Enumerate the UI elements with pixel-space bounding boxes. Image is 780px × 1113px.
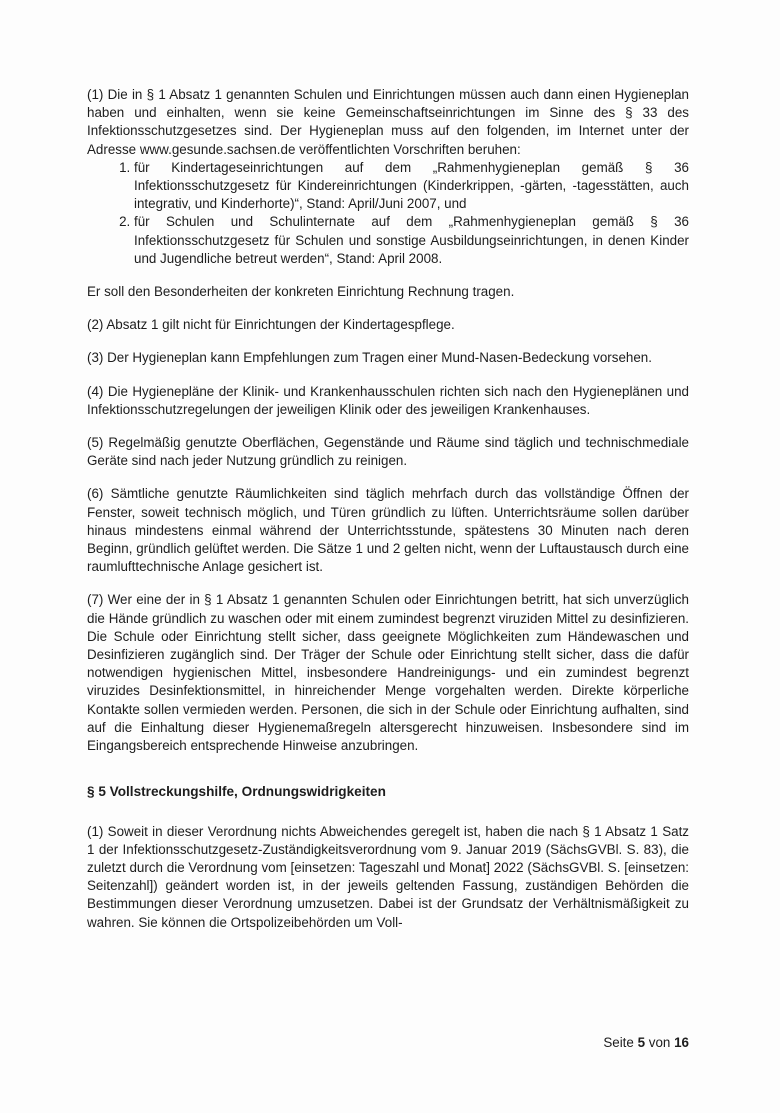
total-page-count: 16 <box>674 1035 689 1050</box>
list-item: 2. für Schulen und Schulinternate auf dem „Rahmenhygieneplan gemäß § 36 Infektionsschutzgesetz für Schulen und sonstige Ausbildungseinrichtungen, in denen Kinder und Jugendliche betreut werden“, Stand: April 2008. <box>134 213 689 268</box>
page-label: Seite <box>603 1035 634 1050</box>
document-body <box>87 86 689 947</box>
section4-paragraph-2: (2) Absatz 1 gilt nicht für Einrichtungen der Kindertagespflege. <box>87 317 455 333</box>
section4-paragraph-1-closing: Er soll den Besonderheiten der konkreten Einrichtung Rechnung tragen. <box>87 284 515 300</box>
section5-heading: § 5 Vollstreckungshilfe, Ordnungswidrigkeiten <box>87 784 386 800</box>
page-separator: von <box>648 1035 671 1050</box>
current-page-number: 5 <box>637 1035 646 1050</box>
section4-paragraph-1: (1) Die in § 1 Absatz 1 genannten Schulen und Einrichtungen müssen auch dann einen Hygieneplan haben und einhalten, wenn sie keine Gemeinschaftseinrichtungen im Sinne des § 33 des Infektionsschutzgesetzes sind. Der Hygieneplan muss auf den folgenden, im Internet unter der Adresse www.gesunde.sachsen.de veröffentlichten Vorschriften beruhen: <box>87 87 689 157</box>
section4-paragraph-3: (3) Der Hygieneplan kann Empfehlungen zum Tragen einer Mund-Nasen-Bedeckung vorsehen. <box>87 350 652 366</box>
section4-paragraph-5: (5) Regelmäßig genutzte Oberflächen, Gegenstände und Räume sind täglich und technischmediale Geräte sind nach jeder Nutzung gründlich zu reinigen. <box>87 435 689 469</box>
section4-paragraph-7: (7) Wer eine der in § 1 Absatz 1 genannten Schulen oder Einrichtungen betritt, hat sich unverzüglich die Hände gründlich zu waschen oder mit einem zumindest begrenzt viruziden Mittel zu desinfizieren. Die Schule oder Einrichtung stellt sicher, dass geeignete Möglichkeiten zum Händewaschen und Desinfizieren zugänglich sind. Der Träger der Schule oder Einrichtung stellt sicher, dass die dafür notwendigen hygienischen Mittel, insbesondere Handreinigungs- und ein zumindest begrenzt viruzides Desinfektionsmittel, in hinreichender Menge vorgehalten werden. Direkte körperliche Kontakte sollen vermieden werden. Personen, die sich in der Schule oder Einrichtung aufhalten, sind auf die Einhaltung dieser Hygienemaßregeln altersgerecht hinzuweisen. Insbesondere sind im Eingangsbereich entsprechende Hinweise anzubringen. <box>87 592 689 754</box>
section4-paragraph-6: (6) Sämtliche genutzte Räumlichkeiten sind täglich mehrfach durch das vollständige Öffnen der Fenster, soweit technisch möglich, und Türen gründlich zu lüften. Unterrichtsräume sollen darüber hinaus mindestens einmal während der Unterrichtsstunde, spätestens 30 Minuten nach deren Beginn, gründlich gelüftet werden. Die Sätze 1 und 2 gelten nicht, wenn der Luftaustausch durch eine raumlufttechnische Anlage gesichert ist. <box>87 486 689 575</box>
page-footer <box>500 1035 689 1050</box>
section4-paragraph-4: (4) Die Hygienepläne der Klinik- und Krankenhausschulen richten sich nach den Hygieneplänen und Infektionsschutzregelungen der jeweiligen Klinik oder des jeweiligen Krankenhauses. <box>87 383 689 417</box>
section5-paragraph-1: (1) Soweit in dieser Verordnung nichts Abweichendes geregelt ist, haben die nach § 1 Absatz 1 Satz 1 der Infektionsschutzgesetz-Zuständigkeitsverordnung vom 9. Januar 2019 (SächsGVBl. S. 83), die zuletzt durch die Verordnung vom [einsetzen: Tageszahl und Monat] 2022 (SächsGVBl. S. [einsetzen: Seitenzahl]) geändert worden ist, in der jeweils geltenden Fassung, zuständigen Behörden die Bestimmungen dieser Verordnung umzusetzen. Dabei ist der Grundsatz der Verhältnismäßigkeit zu wahren. Sie können die Ortspolizeibehörden um Voll- <box>87 823 689 930</box>
section4-paragraph-1-list <box>87 159 689 268</box>
list-item: 1. für Kindertageseinrichtungen auf dem „Rahmenhygieneplan gemäß § 36 Infektionsschutzgesetz für Kindereinrichtungen (Kinderkrippen, -gärten, -tagesstätten, auch integrativ, und Kinderhorte)“, Stand: April/Juni 2007, und <box>134 159 689 214</box>
